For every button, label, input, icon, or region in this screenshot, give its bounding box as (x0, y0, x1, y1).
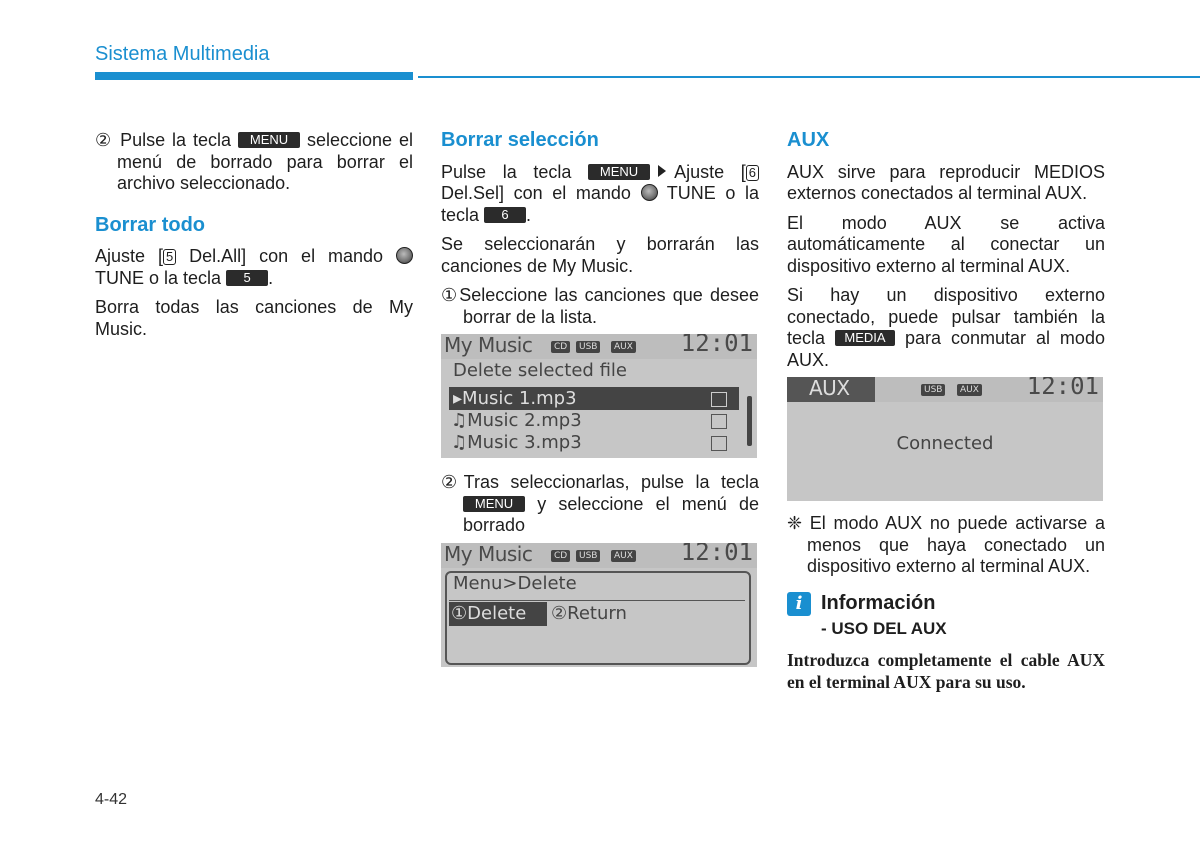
column-2 (441, 130, 759, 667)
screen-status-bar (787, 377, 1103, 402)
info-subtitle: - USO DEL AUX (821, 618, 947, 638)
text: Si hay un dispositivo externo conectado, puede pulsar también la tecla (787, 285, 1105, 348)
text: para conmutar al modo AUX. (787, 328, 1105, 370)
file-row: ♫Music 3.mp3 (451, 432, 582, 453)
text: . (268, 267, 274, 288)
tune-knob-icon (396, 247, 413, 264)
screen-title: My Music (444, 334, 533, 357)
screen-delete-selected (441, 334, 757, 458)
aux-note: ❈ El modo AUX no puede activarse a menos que haya conectado un dispositivo externo al terminal AUX. (787, 513, 1105, 576)
key-5: 5 (226, 270, 268, 286)
text: Ajuste [ (674, 161, 746, 182)
section-title: Sistema Multimedia (95, 43, 270, 65)
menu-key: MENU (238, 132, 300, 148)
cd-badge: CD (551, 341, 570, 353)
clock: 12:01 (1026, 377, 1099, 400)
header-rule-thin (418, 76, 1200, 78)
text: TUNE o la tecla (441, 183, 759, 225)
checkbox-icon (711, 414, 727, 429)
usb-badge: USB (921, 384, 945, 396)
info-body: Introduzca completamente el cable AUX en el terminal AUX para su uso. (787, 650, 1105, 692)
tune-knob-icon (641, 184, 658, 201)
borrar-seleccion-paragraph (441, 162, 759, 227)
aux-paragraph-3 (787, 285, 1105, 371)
screen-aux-connected (787, 377, 1103, 501)
connection-status: Connected (896, 433, 994, 454)
heading-borrar-todo: Borrar todo (95, 213, 205, 236)
column-1 (95, 130, 413, 348)
aux-paragraph-2: El modo AUX se activa automáticamente al conectar un dispositivo externo al terminal AUX. (787, 212, 1105, 276)
key-6: 6 (484, 207, 526, 223)
cd-badge: CD (551, 550, 570, 562)
screen-title: AUX (809, 377, 850, 400)
text: ②Tras seleccionarlas, pulse la tecla (441, 472, 759, 492)
text: y seleccione el menú de borrado (463, 493, 759, 535)
borra-paragraph: Borra todas las canciones de My Music. (95, 297, 413, 339)
info-header (787, 592, 1105, 616)
media-key: MEDIA (835, 330, 895, 346)
screen-menu-delete (441, 543, 757, 667)
aux-badge: AUX (611, 341, 636, 353)
clock: 12:01 (680, 334, 753, 357)
screen-title: My Music (444, 542, 533, 566)
usb-badge: USB (576, 550, 600, 562)
column-3 (787, 130, 1105, 693)
text: TUNE o la tecla (95, 267, 222, 288)
aux-paragraph-1: AUX sirve para reproducir MEDIOS externos conectados al terminal AUX. (787, 161, 1105, 203)
ajuste-paragraph (95, 246, 413, 289)
text: Del.All] con el mando (176, 246, 384, 266)
scrollbar-thumb (747, 396, 752, 446)
step-text: seleccione el menú de borrado para borrar el archivo seleccionado. (117, 130, 414, 193)
clock: 12:01 (680, 542, 753, 566)
step-2b-paragraph (441, 472, 759, 537)
screen-header-row: Delete selected file (453, 360, 627, 381)
step-2-paragraph (95, 130, 413, 195)
aux-badge: AUX (957, 384, 982, 396)
file-row: ▸Music 1.mp3 (453, 388, 577, 409)
return-option: ②Return (551, 602, 627, 624)
page-number: 4-42 (95, 791, 128, 808)
file-row: ♫Music 2.mp3 (451, 410, 582, 431)
option-number-icon: 5 (163, 249, 176, 265)
heading-borrar-seleccion: Borrar selección (441, 129, 599, 151)
text: . (526, 204, 532, 225)
menu-key: MENU (463, 496, 525, 512)
step-1-paragraph: ①Seleccione las canciones que desee borrar de la lista. (441, 285, 759, 327)
menu-key: MENU (588, 164, 650, 180)
arrow-right-icon (658, 165, 666, 177)
text: Del.Sel] con el mando (441, 183, 631, 203)
usb-badge: USB (576, 341, 600, 353)
se-seleccionaran-paragraph: Se seleccionarán y borrarán las canciones de My Music. (441, 234, 759, 276)
text: Ajuste [ (95, 246, 163, 266)
aux-badge: AUX (611, 550, 636, 562)
screen-status-bar (441, 334, 757, 359)
screen-status-bar (441, 543, 757, 568)
delete-option: ①Delete (451, 602, 527, 624)
option-number-icon: 6 (746, 165, 759, 181)
step-text: Pulse la tecla (120, 130, 232, 150)
menu-title: Menu>Delete (453, 572, 577, 594)
heading-aux: AUX (787, 129, 830, 151)
header-rule-thick (95, 72, 413, 80)
info-icon: i (787, 592, 811, 616)
info-title: Información (821, 591, 936, 614)
checkbox-icon (711, 392, 727, 407)
text: Pulse la tecla (441, 161, 572, 182)
checkbox-icon (711, 436, 727, 451)
step-number: ② (95, 130, 114, 150)
